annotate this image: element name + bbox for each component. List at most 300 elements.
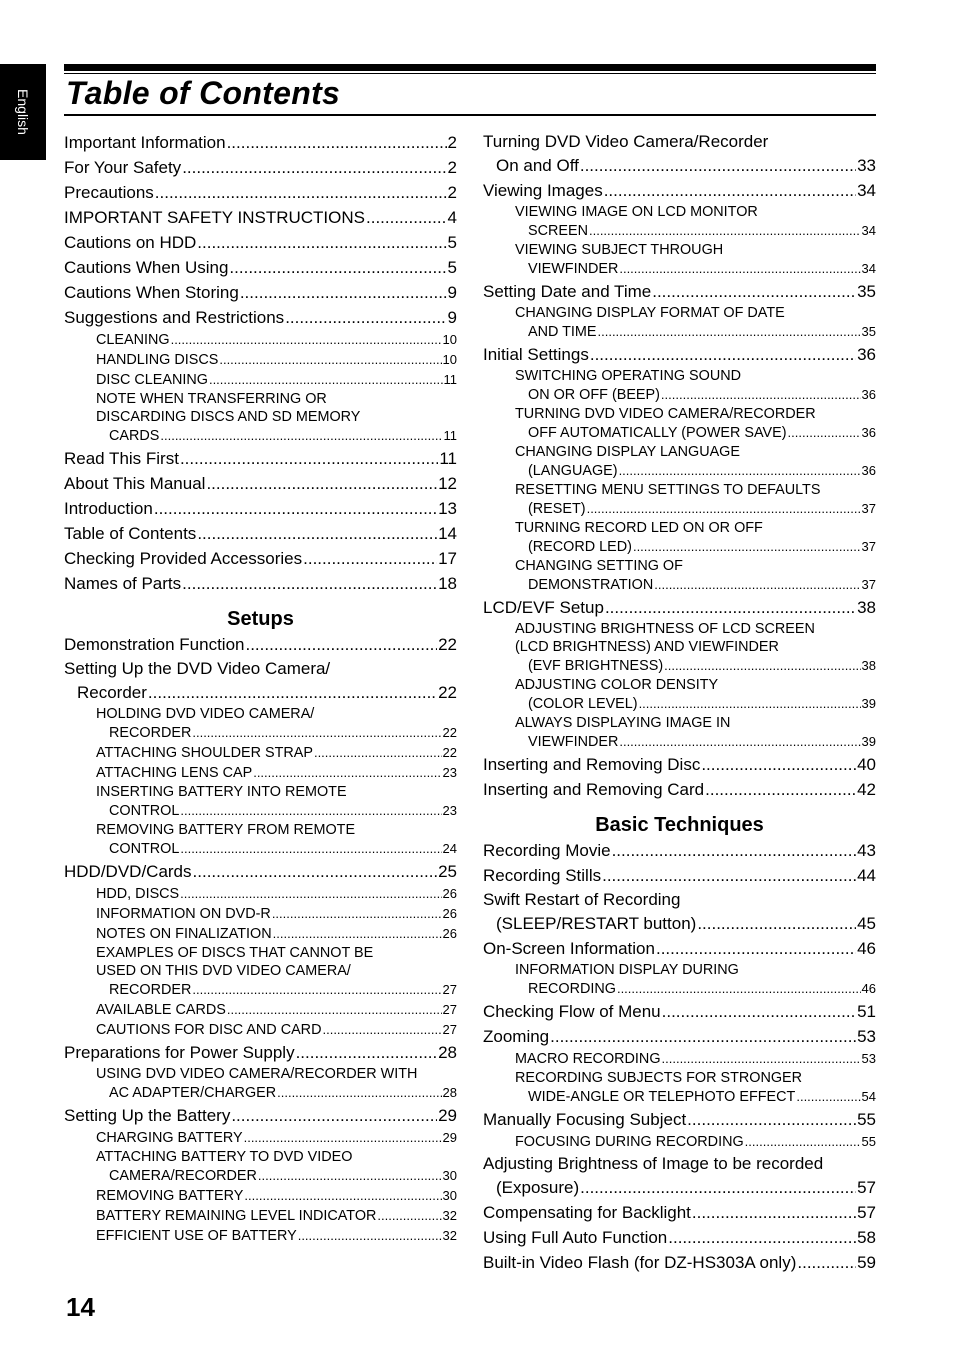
toc-subentry[interactable] <box>64 763 457 783</box>
dot-leader <box>664 656 860 675</box>
dot-leader <box>227 130 447 155</box>
entry-title: Cautions on HDD <box>64 233 197 252</box>
entry-title-line: RECORDING SUBJECTS FOR STRONGER <box>515 1070 803 1086</box>
toc-subentry[interactable] <box>483 405 876 443</box>
dot-leader <box>219 350 441 369</box>
toc-entry[interactable] <box>64 521 457 546</box>
page-ref: 37 <box>861 501 876 516</box>
entry-title-line: CHANGING DISPLAY FORMAT OF DATE <box>515 305 785 321</box>
toc-subentry[interactable] <box>64 1065 457 1103</box>
entry-title-line: ADJUSTING BRIGHTNESS OF LCD SCREEN <box>515 621 815 637</box>
toc-subentry[interactable] <box>483 304 876 342</box>
page-ref: 37 <box>861 577 876 592</box>
entry-title-line: TURNING DVD VIDEO CAMERA/RECORDER <box>515 406 816 422</box>
entry-title-line: TURNING RECORD LED ON OR OFF <box>515 520 763 536</box>
entry-title: For Your Safety <box>64 158 182 177</box>
dot-leader <box>322 1020 441 1039</box>
page-ref: 53 <box>857 1027 876 1046</box>
page-ref: 23 <box>442 765 457 780</box>
page-ref: 13 <box>438 499 457 518</box>
page-ref: 54 <box>861 1089 876 1104</box>
dot-leader <box>705 777 856 802</box>
dot-leader <box>745 1132 861 1151</box>
dot-leader <box>619 732 860 751</box>
entry-title-line: VIEWING SUBJECT THROUGH <box>515 242 724 258</box>
entry-title-line: CHANGING SETTING OF <box>515 558 683 574</box>
entry-title: OFF AUTOMATICALLY (POWER SAVE) <box>528 425 787 441</box>
toc-subentry[interactable] <box>64 390 457 446</box>
entry-row <box>483 838 876 863</box>
toc-entry[interactable] <box>64 496 457 521</box>
toc-subentry[interactable] <box>64 1000 457 1020</box>
page-ref: 9 <box>447 283 457 302</box>
entry-title: LCD/EVF Setup <box>483 598 604 617</box>
entry-row <box>483 911 876 936</box>
page-ref: 26 <box>442 886 457 901</box>
dot-leader <box>656 936 856 961</box>
page-ref: 2 <box>447 133 457 152</box>
entry-title: Checking Flow of Menu <box>483 1002 661 1021</box>
entry-row <box>483 259 876 279</box>
page-ref: 25 <box>438 862 457 881</box>
page-ref: 22 <box>438 635 457 654</box>
entry-title: Built-in Video Flash (for DZ-HS303A only) <box>483 1253 797 1272</box>
entry-title: VIEWFINDER <box>528 734 619 750</box>
page-ref: 44 <box>857 866 876 885</box>
entry-title-line: VIEWING IMAGE ON LCD MONITOR <box>515 204 758 220</box>
entry-title: INFORMATION ON DVD-R <box>96 906 271 922</box>
toc-entry[interactable] <box>64 230 457 255</box>
entry-row <box>483 322 876 342</box>
toc-entry[interactable] <box>483 1024 876 1049</box>
entry-title: MACRO RECORDING <box>515 1051 661 1067</box>
page-ref: 4 <box>447 208 457 227</box>
toc-subentry[interactable] <box>64 1226 457 1246</box>
entry-title: Important Information <box>64 133 226 152</box>
page-ref: 5 <box>447 258 457 277</box>
entry-title-line: ADJUSTING COLOR DENSITY <box>515 677 719 693</box>
toc-entry[interactable] <box>64 205 457 230</box>
toc-subentry[interactable] <box>64 904 457 924</box>
dot-leader <box>661 385 861 404</box>
page-ref: 2 <box>447 183 457 202</box>
entry-row <box>64 980 457 1000</box>
toc-entry[interactable] <box>64 471 457 496</box>
entry-title: Precautions <box>64 183 154 202</box>
entry-title-line: ALWAYS DISPLAYING IMAGE IN <box>515 715 731 731</box>
entry-title: Read This First <box>64 449 179 468</box>
toc-subentry[interactable] <box>483 714 876 752</box>
dot-leader <box>605 595 856 620</box>
toc-entry[interactable] <box>483 1225 876 1250</box>
page-ref: 46 <box>857 939 876 958</box>
entry-title: Setting Date and Time <box>483 282 652 301</box>
entry-title: Names of Parts <box>64 574 182 593</box>
toc-subentry[interactable] <box>64 370 457 390</box>
toc-entry[interactable] <box>483 863 876 888</box>
page-ref: 37 <box>861 539 876 554</box>
dot-leader <box>192 723 441 742</box>
entry-row <box>483 863 876 888</box>
page-ref: 11 <box>443 372 457 387</box>
entry-title: Recording Movie <box>483 841 611 860</box>
entry-row <box>483 999 876 1024</box>
entry-title: CAMERA/RECORDER <box>109 1168 257 1184</box>
page-ref: 35 <box>861 324 876 339</box>
toc-entry[interactable] <box>483 130 876 178</box>
page-ref: 40 <box>857 755 876 774</box>
entry-title: RECORDING <box>528 981 616 997</box>
language-tab-label: English <box>15 89 31 135</box>
dot-leader <box>171 330 442 349</box>
toc-subentry[interactable] <box>483 961 876 999</box>
entry-title: Using Full Auto Function <box>483 1228 668 1247</box>
toc-subentry[interactable] <box>483 203 876 241</box>
dot-leader <box>227 1000 442 1019</box>
dot-leader <box>617 979 861 998</box>
dot-leader <box>229 255 446 280</box>
page-ref: 30 <box>442 1168 457 1183</box>
entry-row <box>64 1020 457 1040</box>
entry-row <box>64 680 457 705</box>
dot-leader <box>701 752 856 777</box>
entry-row <box>483 279 876 304</box>
toc-subentry[interactable] <box>64 1020 457 1040</box>
page-ref: 57 <box>857 1203 876 1222</box>
dot-leader <box>662 999 856 1024</box>
entry-row <box>64 305 457 330</box>
dot-leader <box>598 322 861 341</box>
toc-subentry[interactable] <box>483 1132 876 1152</box>
entry-title: SCREEN <box>528 223 588 239</box>
toc-entry[interactable] <box>483 595 876 620</box>
entry-row <box>64 205 457 230</box>
entry-title: (EVF BRIGHTNESS) <box>528 658 664 674</box>
dot-leader <box>180 801 441 820</box>
dot-leader <box>589 221 861 240</box>
entry-title: Zooming <box>483 1027 550 1046</box>
entry-title: DEMONSTRATION <box>528 577 654 593</box>
toc-subentry[interactable] <box>64 783 457 821</box>
entry-row <box>64 230 457 255</box>
toc-entry[interactable] <box>64 859 457 884</box>
toc-subentry[interactable] <box>483 1049 876 1069</box>
dot-leader <box>240 280 447 305</box>
dot-leader <box>197 521 437 546</box>
page-ref: 22 <box>442 745 457 760</box>
header-rule-bottom <box>64 114 876 116</box>
toc-entry[interactable] <box>64 1040 457 1065</box>
dot-leader <box>788 423 861 442</box>
entry-row <box>64 723 457 743</box>
page-ref: 10 <box>442 332 457 347</box>
toc-entry[interactable] <box>64 446 457 471</box>
page-ref: 38 <box>861 658 876 673</box>
entry-row <box>64 743 457 763</box>
toc-subentry[interactable] <box>483 367 876 405</box>
page-ref: 28 <box>442 1085 457 1100</box>
page-ref: 39 <box>861 734 876 749</box>
page-ref: 23 <box>442 803 457 818</box>
toc-subentry[interactable] <box>64 350 457 370</box>
toc-right-column <box>483 130 876 1275</box>
toc-subentry[interactable] <box>64 1206 457 1226</box>
entry-title: Cautions When Storing <box>64 283 239 302</box>
entry-title: AC ADAPTER/CHARGER <box>109 1085 277 1101</box>
page-ref: 30 <box>442 1188 457 1203</box>
dot-leader <box>258 1166 442 1185</box>
page-ref: 10 <box>442 352 457 367</box>
entry-row <box>483 656 876 676</box>
entry-title-line: Adjusting Brightness of Image to be recorded <box>483 1154 824 1173</box>
entry-title: CONTROL <box>109 803 180 819</box>
page-ref: 58 <box>857 1228 876 1247</box>
toc-entry[interactable] <box>64 305 457 330</box>
page-ref: 39 <box>861 696 876 711</box>
dot-leader <box>550 1024 856 1049</box>
toc-subentry[interactable] <box>64 330 457 350</box>
page-ref: 32 <box>442 1228 457 1243</box>
dot-leader <box>633 537 861 556</box>
toc-subentry[interactable] <box>64 944 457 1000</box>
page-ref: 26 <box>442 926 457 941</box>
page-ref: 36 <box>857 345 876 364</box>
dot-leader <box>590 342 856 367</box>
toc-subentry[interactable] <box>483 443 876 481</box>
entry-title: VIEWFINDER <box>528 261 619 277</box>
toc-subentry[interactable] <box>64 821 457 859</box>
page-ref: 11 <box>439 449 457 468</box>
entry-title: About This Manual <box>64 474 206 493</box>
entry-row <box>483 979 876 999</box>
entry-row <box>483 499 876 519</box>
toc-entry[interactable] <box>483 888 876 936</box>
entry-title: (COLOR LEVEL) <box>528 696 638 712</box>
dot-leader <box>180 884 441 903</box>
toc-entry[interactable] <box>483 999 876 1024</box>
entry-row <box>483 1200 876 1225</box>
entry-row <box>64 632 457 657</box>
dot-leader <box>652 279 856 304</box>
dot-leader <box>277 1083 441 1102</box>
entry-title: Setting Up the Battery <box>64 1106 231 1125</box>
dot-leader <box>160 426 442 445</box>
toc-subentry[interactable] <box>483 557 876 595</box>
entry-row <box>483 752 876 777</box>
entry-row <box>64 370 457 390</box>
page-ref: 9 <box>447 308 457 327</box>
toc-entry[interactable] <box>64 571 457 596</box>
toc-entry[interactable] <box>64 180 457 205</box>
entry-title: Demonstration Function <box>64 635 245 654</box>
toc-entry[interactable] <box>483 936 876 961</box>
entry-row <box>483 936 876 961</box>
toc-subentry[interactable] <box>64 924 457 944</box>
entry-title: CLEANING <box>96 332 170 348</box>
entry-row <box>483 1132 876 1152</box>
dot-leader <box>154 496 437 521</box>
dot-leader <box>231 1103 437 1128</box>
entry-row <box>64 904 457 924</box>
toc-subentry[interactable] <box>64 1186 457 1206</box>
entry-title-line: Turning DVD Video Camera/Recorder <box>483 132 769 151</box>
dot-leader <box>303 546 437 571</box>
toc-subentry[interactable] <box>483 241 876 279</box>
entry-title: Manually Focusing Subject <box>483 1110 687 1129</box>
dot-leader <box>197 230 446 255</box>
toc-subentry[interactable] <box>64 1128 457 1148</box>
entry-title-line: INFORMATION DISPLAY DURING <box>515 962 739 978</box>
toc-entry[interactable] <box>483 1200 876 1225</box>
page-ref: 27 <box>442 982 457 997</box>
page-ref: 59 <box>857 1253 876 1272</box>
entry-row <box>64 1226 457 1246</box>
entry-title-line: ATTACHING BATTERY TO DVD VIDEO <box>96 1149 353 1165</box>
toc-entry[interactable] <box>483 777 876 802</box>
entry-title: DISC CLEANING <box>96 372 208 388</box>
entry-title: CARDS <box>109 428 160 444</box>
toc-entry[interactable] <box>483 178 876 203</box>
toc-entry[interactable] <box>64 546 457 571</box>
toc-entry[interactable] <box>64 130 457 155</box>
page-ref: 11 <box>443 428 457 443</box>
toc-entry[interactable] <box>483 838 876 863</box>
dot-leader <box>206 471 437 496</box>
dot-leader <box>654 575 860 594</box>
entry-title: IMPORTANT SAFETY INSTRUCTIONS <box>64 208 365 227</box>
dot-leader <box>272 904 442 923</box>
page-ref: 27 <box>442 1002 457 1017</box>
entry-row <box>483 1175 876 1200</box>
page-ref: 55 <box>857 1110 876 1129</box>
page-ref: 35 <box>857 282 876 301</box>
entry-row <box>64 1186 457 1206</box>
entry-row <box>483 342 876 367</box>
dot-leader <box>612 838 857 863</box>
page-title: Table of Contents <box>66 75 341 111</box>
entry-row <box>483 694 876 714</box>
entry-row <box>483 221 876 241</box>
toc-subentry[interactable] <box>483 519 876 557</box>
toc-entry[interactable] <box>64 657 457 705</box>
entry-row <box>64 763 457 783</box>
entry-title-line: (LCD BRIGHTNESS) AND VIEWFINDER <box>515 639 779 655</box>
entry-row <box>64 1103 457 1128</box>
toc-entry[interactable] <box>483 1250 876 1275</box>
dot-leader <box>192 980 441 999</box>
toc-entry[interactable] <box>483 342 876 367</box>
toc-entry[interactable] <box>64 155 457 180</box>
entry-title: ATTACHING LENS CAP <box>96 765 253 781</box>
entry-title: Cautions When Using <box>64 258 229 277</box>
entry-row <box>64 1000 457 1020</box>
entry-row <box>483 537 876 557</box>
toc-entry[interactable] <box>64 1103 457 1128</box>
entry-row <box>483 1225 876 1250</box>
page-ref: 29 <box>442 1130 457 1145</box>
entry-row <box>64 839 457 859</box>
toc-subentry[interactable] <box>483 1069 876 1107</box>
page-ref: 28 <box>438 1043 457 1062</box>
language-tab <box>0 64 46 160</box>
toc-entry[interactable] <box>64 255 457 280</box>
entry-title-line: HOLDING DVD VIDEO CAMERA/ <box>96 706 315 722</box>
dot-leader <box>244 1186 441 1205</box>
dot-leader <box>692 1200 856 1225</box>
toc-entry[interactable] <box>483 279 876 304</box>
dot-leader <box>209 370 443 389</box>
entry-title-line: RESETTING MENU SETTINGS TO DEFAULTS <box>515 482 821 498</box>
entry-row <box>64 924 457 944</box>
page-ref: 36 <box>861 463 876 478</box>
entry-title-line: SWITCHING OPERATING SOUND <box>515 368 741 384</box>
page-ref: 2 <box>447 158 457 177</box>
dot-leader <box>180 446 438 471</box>
entry-row <box>64 280 457 305</box>
entry-title: CONTROL <box>109 841 180 857</box>
page-ref: 32 <box>442 1208 457 1223</box>
entry-title: Table of Contents <box>64 524 197 543</box>
entry-row <box>64 1206 457 1226</box>
toc-entry[interactable] <box>483 1152 876 1200</box>
page-ref: 26 <box>442 906 457 921</box>
entry-title: (SLEEP/RESTART button) <box>496 914 697 933</box>
entry-title: WIDE-ANGLE OR TELEPHOTO EFFECT <box>528 1089 796 1105</box>
page-ref: 18 <box>438 574 457 593</box>
entry-row <box>64 546 457 571</box>
entry-row <box>64 571 457 596</box>
entry-row <box>483 575 876 595</box>
page-ref: 36 <box>861 387 876 402</box>
toc-subentry[interactable] <box>483 676 876 714</box>
entry-title-line: Setting Up the DVD Video Camera/ <box>64 659 331 678</box>
toc-subentry[interactable] <box>64 884 457 904</box>
toc-entry[interactable] <box>64 632 457 657</box>
page-ref: 5 <box>447 233 457 252</box>
entry-row <box>64 496 457 521</box>
entry-title: CHARGING BATTERY <box>96 1130 243 1146</box>
entry-title: ATTACHING SHOULDER STRAP <box>96 745 313 761</box>
toc-subentry[interactable] <box>64 705 457 743</box>
entry-row <box>483 178 876 203</box>
page-ref: 29 <box>438 1106 457 1125</box>
entry-row <box>64 1128 457 1148</box>
page-ref: 38 <box>857 598 876 617</box>
toc-entry[interactable] <box>483 1107 876 1132</box>
entry-title: Introduction <box>64 499 153 518</box>
toc-subentry[interactable] <box>483 481 876 519</box>
entry-row <box>64 471 457 496</box>
entry-row <box>64 255 457 280</box>
toc-subentry[interactable] <box>483 620 876 676</box>
toc-subentry[interactable] <box>64 1148 457 1186</box>
entry-title: Checking Provided Accessories <box>64 549 303 568</box>
page-ref: 14 <box>438 524 457 543</box>
dot-leader <box>687 1107 856 1132</box>
entry-row <box>64 180 457 205</box>
dot-leader <box>587 499 861 518</box>
page-ref: 24 <box>442 841 457 856</box>
dot-leader <box>182 155 446 180</box>
entry-row <box>483 595 876 620</box>
page-ref: 36 <box>861 425 876 440</box>
entry-title: Inserting and Removing Card <box>483 780 705 799</box>
page-ref: 34 <box>861 261 876 276</box>
toc-subentry[interactable] <box>64 743 457 763</box>
dot-leader <box>580 153 856 178</box>
toc-entry[interactable] <box>483 752 876 777</box>
toc-entry[interactable] <box>64 280 457 305</box>
